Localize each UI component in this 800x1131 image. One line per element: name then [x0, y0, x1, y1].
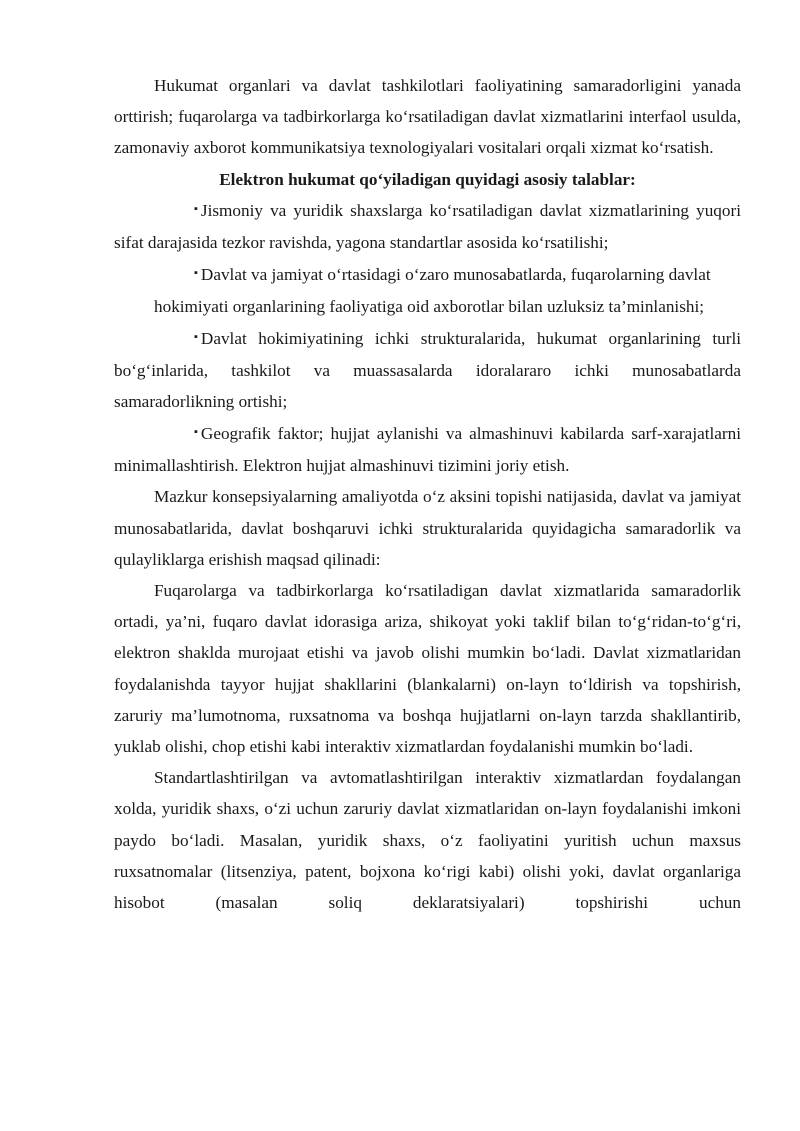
bullet-icon: ▪ — [194, 203, 198, 216]
bullet-item-4 — [114, 418, 741, 482]
bullet-icon: ▪ — [194, 267, 198, 280]
bullet-item-2 — [114, 259, 741, 292]
paragraph-concept: Mazkur konsepsiyalarning amaliyotda o‘z aksini topishi natijasida, davlat va jamiyat munosabatlarida, davlat boshqaruvi ichki strukturalarida quyidagicha samaradorlik va qulayliklarga erishish maqsad qilinadi: — [114, 487, 741, 569]
bullet-item-text: Jismoniy va yuridik shaxslarga ko‘rsatiladigan davlat xizmatlarining yuqori sifat darajasida tezkor ravishda, yagona standartlar asosida ko‘rsatilishi; — [114, 200, 741, 253]
document-page — [114, 70, 741, 918]
bullet-item-text: Davlat va jamiyat o‘rtasidagi o‘zaro munosabatlarda, fuqarolarning davlat — [200, 264, 711, 284]
paragraph-intro: Hukumat organlari va davlat tashkilotlari faoliyatining samaradorligini yanada orttirish; fuqarolarga va tadbirkorlarga ko‘rsatiladigan davlat xizmatlarini interfaol usulda, zamonaviy axborot kommunikatsiya texnologiyalari vositalari orqali xizmat ko‘rsatish. — [114, 76, 741, 158]
bullet-item-text: Geografik faktor; hujjat aylanishi va almashinuvi kabilarda sarf-xarajatlarni minimallashtirish. Elektron hujjat almashinuvi tizimini joriy etish. — [114, 423, 741, 476]
bullet-item-2-continuation: hokimiyati organlarining faoliyatiga oid axborotlar bilan uzluksiz ta’minlanishi; — [154, 297, 705, 317]
bullet-item-1 — [114, 195, 741, 259]
paragraph-legal-entities: Standartlashtirilgan va avtomatlashtirilgan interaktiv xizmatlardan foydalangan xolda, yuridik shaxs, o‘zi uchun zaruriy davlat xizmatlaridan on-layn foydalanishi imkoni paydo bo‘ladi. Masalan, yuridik shaxs, o‘z faoliyatini yuritish uchun maxsus ruxsatnomalar (litsenziya, patent, bojxona ko‘rigi kabi) olishi yoki, davlat organlariga hisobot (masalan soliq deklaratsiyalari) topshirishi uchun — [114, 768, 741, 913]
bullet-icon: ▪ — [194, 330, 198, 343]
paragraph-citizens: Fuqarolarga va tadbirkorlarga ko‘rsatiladigan davlat xizmatlarida samaradorlik ortadi, ya’ni, fuqaro davlat idorasiga ariza, shikoyat yoki taklif bilan to‘g‘ridan-to‘g‘ri, elektron shaklda murojaat etishi va javob olishi mumkin bo‘ladi. Davlat xizmatlaridan foydalanishda tayyor hujjat shakllarini (blankalarni) on-layn to‘ldirish va topshirish, zaruriy ma’lumotnoma, ruxsatnoma va boshqa hujjatlarni on-layn tarzda shakllantirib, yuklab olishi, chop etishi kabi interaktiv xizmatlardan foydalanishi mumkin bo‘ladi. — [114, 581, 741, 757]
bullet-item-3 — [114, 323, 741, 418]
section-heading: Elektron hukumat qo‘yiladigan quyidagi asosiy talablar: — [219, 169, 636, 189]
bullet-icon: ▪ — [194, 425, 198, 438]
bullet-item-text: Davlat hokimiyatining ichki strukturalarida, hukumat organlarining turli bo‘g‘inlarida, tashkilot va muassasalarda idoralararo ichki munosabatlarda samaradorlikning ortishi; — [114, 328, 741, 412]
